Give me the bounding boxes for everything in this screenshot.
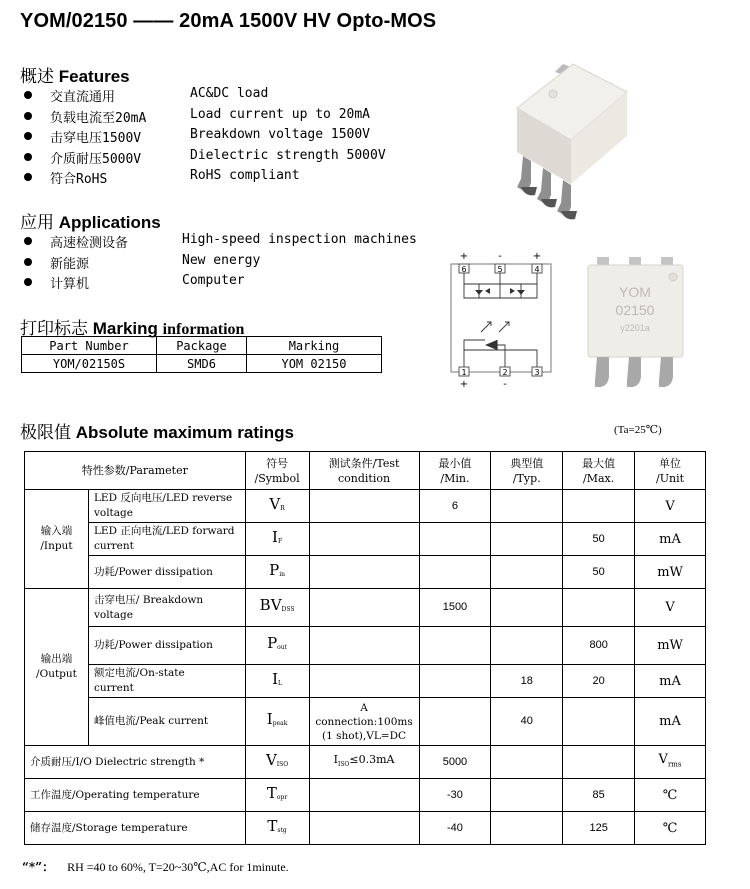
bullet-icon bbox=[24, 278, 32, 286]
test-cell bbox=[309, 698, 419, 746]
table-row bbox=[25, 523, 706, 556]
typ-cell: 40 bbox=[491, 698, 563, 746]
table-cell: YOM 02150 bbox=[247, 355, 382, 373]
test-cell bbox=[309, 627, 419, 665]
pinout-schematic bbox=[445, 250, 563, 390]
ratings-heading-cn: 极限值 bbox=[20, 423, 71, 442]
lead-foot-icon bbox=[521, 187, 537, 195]
param-cell bbox=[88, 490, 245, 523]
sign-label: - bbox=[498, 251, 502, 262]
test-cell bbox=[309, 812, 419, 845]
group-en: /Input bbox=[40, 540, 73, 552]
param-cell bbox=[88, 698, 245, 746]
unit-cell bbox=[635, 746, 706, 779]
application-cn: 新能源 bbox=[50, 256, 90, 272]
test-value: ≤0.3mA bbox=[349, 752, 395, 766]
feature-en: RoHS compliant bbox=[190, 168, 300, 183]
page-title: YOM/02150 —— 20mA 1500V HV Opto-MOS bbox=[20, 10, 437, 32]
param-cell bbox=[88, 556, 245, 589]
bullet-icon bbox=[24, 153, 32, 161]
feature-cn: 击穿电压1500V bbox=[50, 131, 142, 146]
typ-cell bbox=[491, 556, 563, 589]
symbol-sub: peak bbox=[272, 720, 288, 727]
header-min-en: /Min. bbox=[440, 471, 470, 485]
lead-icon bbox=[595, 357, 609, 387]
min-cell: 1500 bbox=[419, 589, 491, 627]
test-cell bbox=[309, 589, 419, 627]
bullet-icon bbox=[24, 132, 32, 140]
min-cell: 5000 bbox=[419, 746, 491, 779]
test-cell bbox=[309, 490, 419, 523]
test-line: connection:100ms bbox=[315, 715, 413, 728]
symbol: P bbox=[269, 560, 280, 579]
marking-table bbox=[21, 336, 382, 373]
feature-cn: 负载电流至20mA bbox=[50, 110, 147, 126]
table-row bbox=[25, 746, 706, 779]
symbol-cell bbox=[245, 746, 309, 779]
typ-cell bbox=[491, 812, 563, 845]
mosfet-wiring bbox=[464, 273, 537, 298]
table-header-row bbox=[22, 337, 382, 355]
max-cell: 800 bbox=[563, 627, 635, 665]
max-cell bbox=[563, 490, 635, 523]
typ-cell: 18 bbox=[491, 665, 563, 698]
table-row bbox=[22, 355, 382, 373]
pin-number: 2 bbox=[502, 368, 508, 377]
applications-heading-cn: 应用 bbox=[20, 213, 54, 232]
typ-cell bbox=[491, 523, 563, 556]
footnote-text: RH =40 to 60%, T=20~30℃,AC for 1minute. bbox=[67, 860, 289, 874]
bullet-icon bbox=[24, 258, 32, 266]
symbol-cell bbox=[245, 698, 309, 746]
unit-cell: mA bbox=[635, 665, 706, 698]
typ-cell bbox=[491, 779, 563, 812]
ratings-heading bbox=[20, 418, 294, 443]
header-symbol bbox=[245, 452, 309, 490]
header-unit-cn: 单位 bbox=[659, 456, 682, 470]
unit-cell: ℃ bbox=[635, 779, 706, 812]
light-arrow-icon bbox=[481, 322, 509, 332]
chip-mark-line2: 02150 bbox=[615, 302, 655, 318]
ratings-condition: (Ta=25℃) bbox=[614, 424, 662, 436]
package-outline bbox=[451, 264, 551, 372]
symbol-sub: ISO bbox=[276, 760, 289, 768]
symbol-sub: L bbox=[278, 679, 283, 687]
sign-label: + bbox=[459, 251, 469, 262]
pin-number: 1 bbox=[461, 368, 467, 377]
param-line: current bbox=[93, 682, 134, 694]
application-cn: 计算机 bbox=[50, 277, 90, 292]
features-heading bbox=[20, 62, 130, 87]
symbol: BV bbox=[259, 596, 282, 614]
max-cell bbox=[563, 698, 635, 746]
header-typ-cn: 典型值 bbox=[510, 456, 544, 470]
typ-cell bbox=[491, 746, 563, 779]
group-input bbox=[25, 490, 89, 589]
applications-heading bbox=[20, 208, 161, 233]
group-output bbox=[25, 589, 89, 746]
led-diode-icon bbox=[485, 340, 497, 350]
bullet-icon bbox=[24, 112, 32, 120]
typ-cell bbox=[491, 627, 563, 665]
table-row bbox=[25, 490, 706, 523]
symbol: I bbox=[266, 710, 273, 728]
min-cell bbox=[419, 627, 491, 665]
chip-mark-line3: y2201a bbox=[620, 323, 650, 333]
param-cell bbox=[88, 589, 245, 627]
symbol-cell bbox=[245, 627, 309, 665]
symbol-cell bbox=[245, 523, 309, 556]
application-cn: 高速检测设备 bbox=[50, 236, 129, 251]
symbol-sub: opr bbox=[276, 793, 288, 801]
pin-number: 3 bbox=[534, 368, 540, 377]
bullet-icon bbox=[24, 237, 32, 245]
table-row bbox=[25, 665, 706, 698]
header-min bbox=[419, 452, 491, 490]
param-line: voltage bbox=[93, 608, 133, 621]
lead-foot-icon bbox=[541, 199, 557, 207]
param-line: LED 反向电压/LED reverse bbox=[93, 492, 233, 504]
bullet-icon bbox=[24, 173, 32, 181]
footnote-star: “*”： bbox=[22, 860, 55, 874]
symbol-sub: stg bbox=[277, 826, 287, 834]
header-test bbox=[309, 452, 419, 490]
symbol: T bbox=[266, 783, 277, 802]
header-max-en: /Max. bbox=[583, 471, 615, 485]
application-en: High-speed inspection machines bbox=[182, 232, 417, 247]
param-line: 额定电流/On-state bbox=[93, 667, 185, 679]
feature-cn: 交直流通用 bbox=[50, 90, 116, 105]
chip-photo-angled bbox=[495, 52, 635, 227]
header-test-en: condition bbox=[337, 471, 391, 485]
table-header: Part Number bbox=[22, 337, 157, 355]
symbol: P bbox=[267, 634, 278, 652]
feature-en: Breakdown voltage 1500V bbox=[190, 127, 371, 142]
param-line: current bbox=[93, 540, 134, 552]
feature-en: Load current up to 20mA bbox=[190, 106, 371, 122]
symbol-sub: in bbox=[279, 570, 286, 578]
max-cell bbox=[563, 589, 635, 627]
test-symbol: I bbox=[333, 752, 338, 766]
header-unit-en: /Unit bbox=[656, 471, 685, 485]
table-row bbox=[25, 556, 706, 589]
lead-foot-icon bbox=[561, 211, 577, 219]
footnote bbox=[22, 858, 289, 875]
unit-cell: V bbox=[635, 490, 706, 523]
symbol-cell bbox=[245, 812, 309, 845]
unit: V bbox=[658, 751, 668, 767]
header-max bbox=[563, 452, 635, 490]
max-cell bbox=[563, 746, 635, 779]
chip-photo-front bbox=[583, 255, 688, 395]
symbol: I bbox=[272, 669, 279, 688]
table-header: Package bbox=[157, 337, 247, 355]
symbol-cell bbox=[245, 589, 309, 627]
symbol-sub: out bbox=[277, 644, 288, 651]
feature-cn: 符合RoHS bbox=[50, 172, 108, 187]
pin1-dot-icon bbox=[669, 273, 677, 281]
typ-cell bbox=[491, 490, 563, 523]
symbol-sub: F bbox=[277, 537, 283, 545]
param-line: 峰值电流/Peak current bbox=[93, 715, 209, 727]
ratings-heading-en: Absolute maximum ratings bbox=[75, 423, 294, 442]
symbol: T bbox=[267, 816, 278, 835]
test-cell bbox=[309, 665, 419, 698]
param-line: 击穿电压/ Breakdown bbox=[93, 593, 204, 606]
table-row bbox=[25, 589, 706, 627]
feature-en: AC&DC load bbox=[190, 86, 269, 101]
group-cn: 输出端 bbox=[40, 653, 73, 665]
lead-icon bbox=[627, 357, 641, 387]
param-line: LED 正向电流/LED forward bbox=[93, 525, 235, 537]
table-row bbox=[25, 698, 706, 746]
test-line: A bbox=[360, 701, 368, 714]
typ-cell bbox=[491, 589, 563, 627]
marking-heading-cn: 打印标志 bbox=[20, 319, 88, 338]
min-cell bbox=[419, 665, 491, 698]
unit-cell: mA bbox=[635, 523, 706, 556]
header-typ-en: /Typ. bbox=[512, 471, 541, 485]
header-symbol-cn: 符号 bbox=[266, 456, 289, 470]
symbol-cell bbox=[245, 556, 309, 589]
test-cell bbox=[309, 523, 419, 556]
application-en: New energy bbox=[182, 252, 261, 268]
marking-heading-en: Marking bbox=[92, 319, 158, 338]
header-min-cn: 最小值 bbox=[438, 456, 472, 470]
symbol-cell bbox=[245, 490, 309, 523]
pin-number: 6 bbox=[461, 265, 467, 274]
table-row bbox=[25, 627, 706, 665]
symbol-sub: R bbox=[280, 504, 285, 512]
param-cell bbox=[88, 665, 245, 698]
table-row bbox=[25, 779, 706, 812]
features-heading-cn: 概述 bbox=[20, 67, 54, 86]
header-typ bbox=[491, 452, 563, 490]
unit-sub: rms bbox=[667, 760, 682, 769]
group-cn: 输入端 bbox=[40, 525, 73, 537]
unit-cell: mW bbox=[635, 556, 706, 589]
param-cell: 工作温度/Operating temperature bbox=[25, 779, 246, 812]
max-cell: 85 bbox=[563, 779, 635, 812]
max-cell: 125 bbox=[563, 812, 635, 845]
min-cell bbox=[419, 523, 491, 556]
pin-number: 4 bbox=[534, 265, 540, 274]
symbol-cell bbox=[245, 779, 309, 812]
header-unit bbox=[635, 452, 706, 490]
feature-en: Dielectric strength 5000V bbox=[190, 147, 386, 163]
min-cell: -40 bbox=[419, 812, 491, 845]
table-header: Marking bbox=[247, 337, 382, 355]
max-cell: 50 bbox=[563, 556, 635, 589]
features-heading-en: Features bbox=[58, 67, 130, 86]
min-cell bbox=[419, 698, 491, 746]
param-cell bbox=[88, 523, 245, 556]
header-max-cn: 最大值 bbox=[582, 456, 616, 470]
param-line: 功耗/Power dissipation bbox=[93, 639, 213, 651]
lead-icon bbox=[659, 357, 673, 387]
max-cell: 20 bbox=[563, 665, 635, 698]
min-cell: -30 bbox=[419, 779, 491, 812]
symbol: V bbox=[269, 494, 281, 513]
unit-cell: mW bbox=[635, 627, 706, 665]
table-cell: YOM/02150S bbox=[22, 355, 157, 373]
header-parameter: 特性参数/Parameter bbox=[25, 452, 246, 490]
unit-cell: mA bbox=[635, 698, 706, 746]
param-cell: 介质耐压/I/O Dielectric strength * bbox=[25, 746, 246, 779]
unit-cell: ℃ bbox=[635, 812, 706, 845]
test-cell bbox=[309, 556, 419, 589]
param-cell bbox=[88, 627, 245, 665]
table-header-row bbox=[25, 452, 706, 490]
marking-heading-en2: information bbox=[162, 321, 245, 338]
header-test-cn: 测试条件/Test bbox=[328, 456, 400, 470]
test-cell bbox=[309, 746, 419, 779]
applications-heading-en: Applications bbox=[58, 213, 161, 232]
header-symbol-en: /Symbol bbox=[254, 471, 300, 485]
pin-number: 5 bbox=[497, 265, 503, 274]
max-cell: 50 bbox=[563, 523, 635, 556]
symbol: V bbox=[265, 750, 277, 769]
ratings-table bbox=[24, 451, 706, 845]
feature-cn: 介质耐压5000V bbox=[50, 151, 142, 167]
sign-label: - bbox=[503, 379, 507, 390]
min-cell: 6 bbox=[419, 490, 491, 523]
table-row bbox=[25, 812, 706, 845]
pin1-dot-icon bbox=[549, 90, 557, 98]
bullet-icon bbox=[24, 91, 32, 99]
param-line: voltage bbox=[93, 507, 133, 519]
table-cell: SMD6 bbox=[157, 355, 247, 373]
param-line: 功耗/Power dissipation bbox=[93, 565, 213, 578]
chip-mark-line1: YOM bbox=[619, 284, 651, 300]
symbol: I bbox=[272, 527, 278, 546]
sign-label: + bbox=[459, 379, 469, 390]
test-cell bbox=[309, 779, 419, 812]
test-symbol-sub: ISO bbox=[337, 761, 350, 769]
group-en: /Output bbox=[36, 668, 77, 680]
symbol-sub: DSS bbox=[281, 606, 295, 613]
min-cell bbox=[419, 556, 491, 589]
unit-cell: V bbox=[635, 589, 706, 627]
sign-label: + bbox=[532, 251, 542, 262]
param-cell: 储存温度/Storage temperature bbox=[25, 812, 246, 845]
symbol-cell bbox=[245, 665, 309, 698]
test-line: (1 shot),VL=DC bbox=[322, 729, 407, 742]
application-en: Computer bbox=[182, 273, 245, 288]
